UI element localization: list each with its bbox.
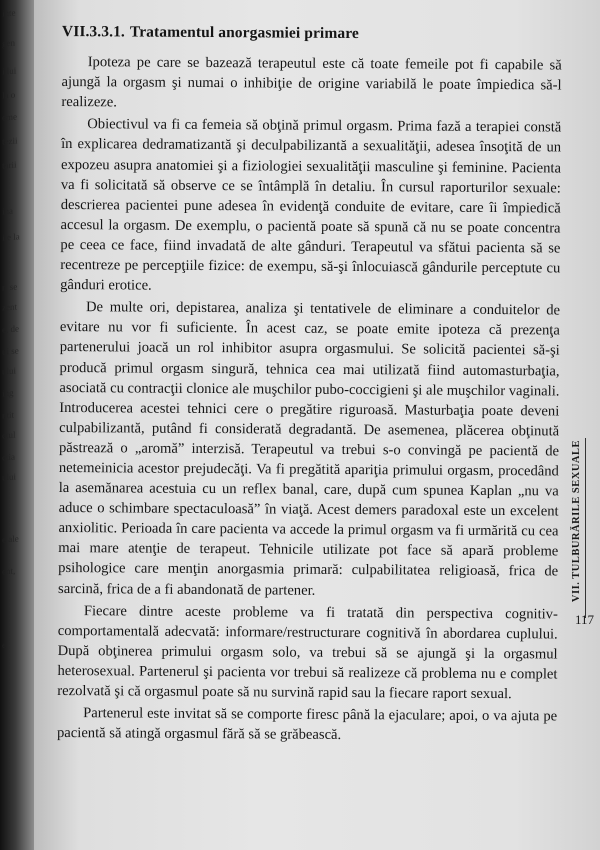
fragment: ctul <box>2 429 16 441</box>
running-header: VII. TULBURĂRILE SEXUALE <box>571 440 582 603</box>
book-page <box>34 0 600 850</box>
book-gutter <box>0 0 34 850</box>
paragraph: Ipoteza pe care se bazează terapeutul este că toate femeile pot fi capabile să ajungă la orgasm şi numai o inhibiţie de origine variabilă le poate împiedica să-l realizeze. <box>61 54 562 111</box>
fragment: eme <box>2 111 17 123</box>
fragment: gen <box>2 37 15 49</box>
paragraph: Obiectivul va fi ca femeia să obţină primul orgasm. Prima fază a terapiei constă în explicarea dedramatizantă şi deculpabilizantă a sexualităţii, adesea însoţită de un expozeu asupra anatomiei şi a fiziologiei sexualităţii masculine şi feminine. Pacienta va fi solicitată să observe ce se întâmplă în detaliu. În cursul raporturilor sexuale: descrierea pacientei pune adesea în evidenţă conduite de evitare, care îi împiedică accesul la orgasm. De exemplu, o pacientă poate să spună că nu se poate concentra pe ceea ce face, fiind invadată de alte gânduri. Terapeutul va sfătui pacienta să se recentreze pe percepţiile fizice: de exempu, să-şi înlocuiască gândurile perceptute cu gânduri erotice. <box>60 116 562 294</box>
fragment: i lui <box>2 65 17 77</box>
fragment: inte <box>2 7 16 19</box>
fragment: zent <box>2 301 17 313</box>
fragment: e ale <box>2 533 19 545</box>
fragment: ntit <box>2 409 15 421</box>
fragment: ui se <box>2 345 19 357</box>
fragment: ctia <box>2 451 15 463</box>
paragraph: Partenerul este invitat să se comporte firesc până la ejaculare; apoi, o va ajuta pe pacientă să atingă orgasmul fără să se grăbească. <box>56 705 558 744</box>
fragment: e, de <box>2 323 19 335</box>
fragment: ite la <box>2 231 20 243</box>
section-heading <box>62 22 562 46</box>
paragraph: Fiecare dintre aceste probleme va fi tratată din perspectiva cognitiv-comportamentală adecvată: informare/restructurare cognitivă în abordarea cuplului. După obţinerea primului orgasm solo, va trebui să se ajungă şi la orgasmul heterosexual. Partenerul şi pacienta vor trebui să realizeze că problema nu e complet rezolvată şi că orgasmul poate să nu survină rapid sau la fiecare raport sexual. <box>57 602 558 703</box>
page-number: 117 <box>574 612 594 627</box>
facing-page-fragments <box>0 0 34 850</box>
fragment: ina <box>2 205 13 217</box>
page-content <box>57 22 562 749</box>
fragment: la o <box>2 89 16 101</box>
fragment: rt se <box>2 281 18 293</box>
paragraph: De multe ori, depistarea, analiza şi tentativele de eliminare a conduitelor de evitare nu vor fi suficiente. În acest caz, se poate emite ipoteza că prezenţa partenerului joacă un rol inhibitor asupra orgasmului. Se solicită pacientei să-şi producă primul orgasm singură, tehnica cea mai utilizată fiind automasturbaţia, asociată cu contracţii clonice ale muşchilor pubo-coccigieni şi ale muşchilor vaginali. Introducerea acestei tehnici cere o pregătire riguroasă. Masturbaţia poate deveni culpabilizantă, putând fi considerată degradantă. De asemenea, plăcerea obţinută păstrează o „aromă” interzisă. Terapeutul va trebui s-o convingă pe pacientă de netemeinicia acestor prejudecăţi. Va fi pregătită apariţia primului orgasm, procedând la asemănarea acestuia cu un reflex banal, care, după cum spunea Kaplan „nu va aduce o schimbare spectaculoasă” în viaţă. Acest demers paradoxal este un excelent anxiolitic. Perioada în care pacienta va accede la primul orgasm va fi urmărită cu cea mai mare atenţie de terapeut. Tehnicile utilizate pot face să apară probleme psihologice care menţin anorgasmia primară: culpabilitatea religioasă, frica de sarcină, frica de a fi abandonată de partener. <box>57 299 561 599</box>
section-number: VII.3.3.1. <box>61 22 126 41</box>
fragment: ului <box>2 365 17 377</box>
section-title: Tratamentul anorgasmiei primare <box>129 23 359 43</box>
fragment: ent, <box>2 565 16 577</box>
fragment: ing <box>2 387 14 399</box>
running-header-rule <box>585 438 586 618</box>
fragment: ului <box>2 471 17 483</box>
fragment: tarii <box>2 159 17 171</box>
fragment: e <box>2 639 6 651</box>
fragment: tezii <box>2 135 18 147</box>
